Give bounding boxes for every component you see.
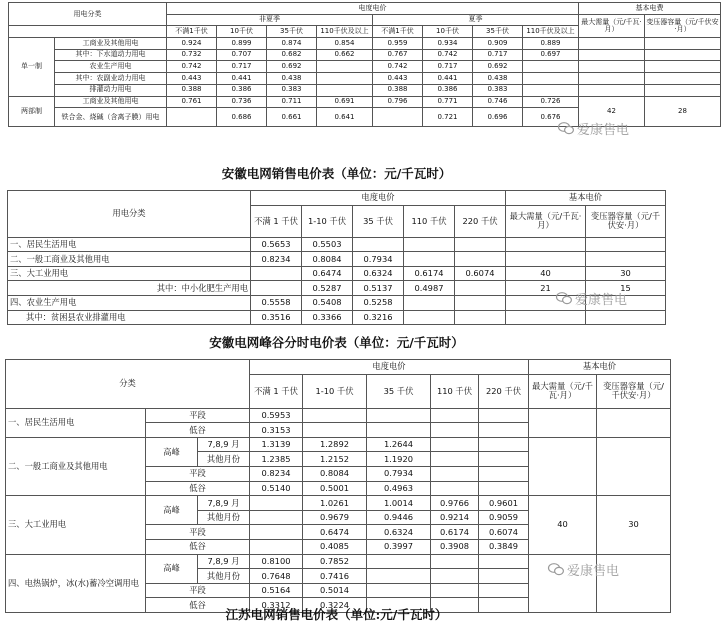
cell: 0.388 — [167, 84, 217, 96]
cell — [645, 84, 721, 96]
cell — [404, 295, 455, 310]
header-col: 不满 1 千伏 — [250, 374, 303, 408]
period-label: 高峰 — [146, 437, 198, 466]
cell — [367, 408, 431, 423]
cell — [645, 49, 721, 61]
cell — [579, 84, 645, 96]
table-row — [9, 84, 721, 96]
cell: 0.6474 — [302, 266, 353, 281]
cell: 0.7934 — [367, 466, 431, 481]
chat-bubble-icon — [556, 292, 572, 305]
cell: 0.9446 — [367, 510, 431, 525]
cell — [586, 237, 666, 252]
cell: 0.5503 — [302, 237, 353, 252]
cell — [523, 61, 579, 73]
cell — [479, 452, 529, 467]
cell: 0.388 — [373, 84, 423, 96]
cell: 0.386 — [217, 84, 267, 96]
cell — [373, 108, 423, 127]
cell — [479, 583, 529, 598]
basic-transformer: 15 — [586, 281, 666, 296]
cell — [506, 252, 586, 267]
section-label: 一、居民生活用电 — [6, 408, 146, 437]
header-col: 10千伏 — [423, 26, 473, 38]
cell: 1.0261 — [303, 496, 367, 511]
cell — [167, 108, 217, 127]
cell — [250, 539, 303, 554]
cell — [251, 266, 302, 281]
cell: 1.2385 — [250, 452, 303, 467]
cell — [479, 569, 529, 584]
cell — [523, 84, 579, 96]
watermark-text: 爱康售电 — [575, 293, 628, 308]
table-row — [6, 496, 671, 511]
cell: 0.717 — [473, 49, 523, 61]
cell: 0.641 — [317, 108, 373, 127]
cell: 0.3312 — [250, 598, 303, 613]
cell — [404, 310, 455, 325]
cell: 0.717 — [217, 61, 267, 73]
cell — [404, 252, 455, 267]
cell: 0.682 — [267, 49, 317, 61]
cell — [367, 554, 431, 569]
cell — [579, 49, 645, 61]
table-row — [8, 310, 666, 325]
cell — [529, 437, 597, 495]
basic-max-demand: 42 — [579, 96, 645, 127]
cell: 0.742 — [373, 61, 423, 73]
cell: 0.5258 — [353, 295, 404, 310]
cell: 0.6174 — [431, 525, 479, 540]
row-label: 铁合金、烧碱（含离子膜）用电 — [55, 108, 167, 127]
cell: 0.771 — [423, 96, 473, 108]
section-label: 二、一般工商业及其他用电 — [6, 437, 146, 495]
cell: 1.1920 — [367, 452, 431, 467]
header-basic-price: 基本电价 — [529, 360, 671, 375]
watermark — [558, 119, 629, 138]
cell — [431, 408, 479, 423]
basic-max-demand: 21 — [506, 281, 586, 296]
header-col: 35 千伏 — [353, 205, 404, 237]
cell: 0.3224 — [303, 598, 367, 613]
cell — [251, 281, 302, 296]
cell: 0.909 — [473, 38, 523, 50]
cell: 0.761 — [167, 96, 217, 108]
month-label: 7,8,9 月 — [198, 554, 250, 569]
header-blank — [9, 26, 167, 38]
cell: 1.2892 — [303, 437, 367, 452]
cell — [455, 252, 506, 267]
cell: 0.7852 — [303, 554, 367, 569]
month-label: 其他月份 — [198, 569, 250, 584]
cell: 0.874 — [267, 38, 317, 50]
cell: 0.692 — [267, 61, 317, 73]
cell — [455, 237, 506, 252]
cell — [479, 437, 529, 452]
table-row — [9, 61, 721, 73]
cell: 0.8234 — [250, 466, 303, 481]
cell: 0.9059 — [479, 510, 529, 525]
cell: 0.934 — [423, 38, 473, 50]
section-label: 四、电热锅炉，冰(水)蓄冷空调用电 — [6, 554, 146, 612]
cell: 0.3153 — [250, 423, 303, 438]
table-caption: 安徽电网峰谷分时电价表（单位：元/千瓦时） — [209, 335, 464, 350]
cell: 0.6324 — [353, 266, 404, 281]
cell — [529, 408, 597, 437]
cell: 0.443 — [373, 73, 423, 85]
cell: 0.707 — [217, 49, 267, 61]
cell: 0.662 — [317, 49, 373, 61]
cell — [479, 408, 529, 423]
header-col: 110 千伏 — [431, 374, 479, 408]
month-label: 其他月份 — [198, 452, 250, 467]
cell — [479, 466, 529, 481]
header-summer: 夏季 — [373, 14, 579, 26]
cell: 0.696 — [473, 108, 523, 127]
table-row — [8, 237, 666, 252]
cell: 0.441 — [217, 73, 267, 85]
header-energy-price: 电度电价 — [251, 191, 506, 206]
row-label: 其中：中小化肥生产用电 — [8, 281, 251, 296]
month-label: 7,8,9 月 — [198, 437, 250, 452]
cell: 0.691 — [317, 96, 373, 108]
cell — [523, 73, 579, 85]
cell: 0.899 — [217, 38, 267, 50]
header-transformer-capacity: 变压器容量（元/千伏安·月） — [597, 374, 671, 408]
cell — [317, 61, 373, 73]
row-label: 其中：下水道动力用电 — [55, 49, 167, 61]
basic-max-demand: 40 — [529, 496, 597, 554]
cell — [597, 408, 671, 437]
header-col: 10千伏 — [217, 26, 267, 38]
cell: 0.924 — [167, 38, 217, 50]
cell: 0.959 — [373, 38, 423, 50]
basic-transformer: 30 — [597, 496, 671, 554]
row-label: 排灌动力用电 — [55, 84, 167, 96]
cell: 0.443 — [167, 73, 217, 85]
cell: 1.2644 — [367, 437, 431, 452]
period-label: 平段 — [146, 466, 250, 481]
period-label: 低谷 — [146, 423, 250, 438]
header-col: 110千伏及以上 — [523, 26, 579, 38]
cell: 0.3516 — [251, 310, 302, 325]
table-row — [9, 38, 721, 50]
cell — [455, 281, 506, 296]
cell: 0.438 — [473, 73, 523, 85]
cell — [506, 310, 586, 325]
row-label: 其中：农副业动力用电 — [55, 73, 167, 85]
cell: 0.3849 — [479, 539, 529, 554]
header-col: 35千伏 — [267, 26, 317, 38]
header-max-demand: 最大需量（元/千瓦·月） — [579, 14, 645, 37]
table-caption: 江苏电网销售电价表（单位:元/千瓦时） — [225, 607, 448, 622]
header-basic-price: 基本电价 — [506, 191, 666, 206]
cell: 0.5953 — [250, 408, 303, 423]
cell — [579, 73, 645, 85]
basic-transformer: 28 — [645, 96, 721, 127]
cell: 0.6324 — [367, 525, 431, 540]
cell: 0.5558 — [251, 295, 302, 310]
cell: 0.441 — [423, 73, 473, 85]
header-col: 35 千伏 — [367, 374, 431, 408]
row-label: 二、一般工商业及其他用电 — [8, 252, 251, 267]
table-row — [8, 252, 666, 267]
watermark-text: 爱康售电 — [567, 564, 620, 579]
cell: 0.7934 — [353, 252, 404, 267]
header-transformer-capacity: 变压器容量（元/千伏安·月） — [586, 205, 666, 237]
cell: 0.5408 — [302, 295, 353, 310]
cell: 0.9679 — [303, 510, 367, 525]
cell: 0.746 — [473, 96, 523, 108]
section-label: 三、大工业用电 — [6, 496, 146, 554]
cell: 0.7648 — [250, 569, 303, 584]
cell: 0.742 — [423, 49, 473, 61]
cell: 1.3139 — [250, 437, 303, 452]
cell: 0.5140 — [250, 481, 303, 496]
period-label: 高峰 — [146, 554, 198, 583]
cell: 0.6074 — [455, 266, 506, 281]
cell: 0.9214 — [431, 510, 479, 525]
table-caption: 安徽电网销售电价表（单位：元/千瓦时） — [221, 166, 452, 181]
cell: 0.386 — [423, 84, 473, 96]
row-label: 工商业及其他用电 — [55, 38, 167, 50]
cell: 0.697 — [523, 49, 579, 61]
cell — [431, 481, 479, 496]
cell: 0.711 — [267, 96, 317, 108]
row-label: 农业生产用电 — [55, 61, 167, 73]
cell: 0.6474 — [303, 525, 367, 540]
cell — [317, 73, 373, 85]
header-col: 不满1千伏 — [373, 26, 423, 38]
cell: 0.8100 — [250, 554, 303, 569]
cell — [367, 423, 431, 438]
month-label: 其他月份 — [198, 510, 250, 525]
cell — [303, 408, 367, 423]
cell — [250, 525, 303, 540]
cell: 0.686 — [217, 108, 267, 127]
cell — [431, 437, 479, 452]
cell — [367, 569, 431, 584]
table-row — [8, 266, 666, 281]
cell: 0.8084 — [302, 252, 353, 267]
cell: 0.6074 — [479, 525, 529, 540]
watermark-text: 爱康售电 — [577, 123, 630, 138]
cell: 0.9766 — [431, 496, 479, 511]
table-row — [9, 96, 721, 108]
period-label: 低谷 — [146, 598, 250, 613]
cell: 0.7416 — [303, 569, 367, 584]
cell — [579, 61, 645, 73]
cell: 0.721 — [423, 108, 473, 127]
header-col: 220 千伏 — [455, 205, 506, 237]
header-col: 不满 1 千伏 — [251, 205, 302, 237]
table-row — [9, 49, 721, 61]
cell: 0.438 — [267, 73, 317, 85]
cell: 0.767 — [373, 49, 423, 61]
period-label: 低谷 — [146, 539, 250, 554]
cell: 0.4085 — [303, 539, 367, 554]
cell — [431, 466, 479, 481]
header-max-demand: 最大需量（元/千瓦·月） — [506, 205, 586, 237]
cell — [645, 61, 721, 73]
chat-bubble-icon — [548, 563, 564, 576]
period-label: 低谷 — [146, 481, 250, 496]
header-non-summer: 非夏季 — [167, 14, 373, 26]
cell: 0.692 — [473, 61, 523, 73]
table-row — [6, 437, 671, 452]
cell: 0.717 — [423, 61, 473, 73]
header-energy-price: 电度电价 — [167, 3, 579, 15]
header-col: 35千伏 — [473, 26, 523, 38]
row-label: 工商业及其他用电 — [55, 96, 167, 108]
cell: 0.9601 — [479, 496, 529, 511]
cell — [250, 496, 303, 511]
cell — [455, 295, 506, 310]
header-transformer-capacity: 变压器容量（元/千伏安·月） — [645, 14, 721, 37]
header-category: 用电分类 — [8, 191, 251, 238]
cell: 0.3997 — [367, 539, 431, 554]
anhui-sales-price-table — [8, 2, 721, 127]
cell: 0.5137 — [353, 281, 404, 296]
cell: 0.732 — [167, 49, 217, 61]
cell: 0.4987 — [404, 281, 455, 296]
watermark — [548, 560, 619, 579]
cell — [586, 252, 666, 267]
cell — [431, 569, 479, 584]
table-row — [9, 73, 721, 85]
cell — [431, 423, 479, 438]
cell — [431, 583, 479, 598]
cell: 0.8084 — [303, 466, 367, 481]
cell: 0.383 — [473, 84, 523, 96]
cell: 0.796 — [373, 96, 423, 108]
cell: 0.676 — [523, 108, 579, 127]
cell: 0.889 — [523, 38, 579, 50]
cell: 0.5164 — [250, 583, 303, 598]
cell — [645, 73, 721, 85]
cell — [404, 237, 455, 252]
cell: 0.3908 — [431, 539, 479, 554]
cell: 0.5287 — [302, 281, 353, 296]
chat-bubble-icon — [558, 122, 574, 135]
cell: 0.5014 — [303, 583, 367, 598]
period-label: 高峰 — [146, 496, 198, 525]
header-col: 110 千伏 — [404, 205, 455, 237]
cell — [431, 554, 479, 569]
cell — [367, 583, 431, 598]
group-label: 单一制 — [9, 38, 55, 96]
cell — [250, 510, 303, 525]
cell: 0.3216 — [353, 310, 404, 325]
row-label: 四、农业生产用电 — [8, 295, 251, 310]
header-category: 用电分类 — [9, 3, 167, 26]
cell: 1.0014 — [367, 496, 431, 511]
cell: 0.3366 — [302, 310, 353, 325]
period-label: 平段 — [146, 583, 250, 598]
header-col: 1-10 千伏 — [302, 205, 353, 237]
cell: 0.383 — [267, 84, 317, 96]
header-energy-price: 电度电价 — [250, 360, 529, 375]
cell: 1.2152 — [303, 452, 367, 467]
header-col: 110千伏及以上 — [317, 26, 373, 38]
header-col: 不满1千伏 — [167, 26, 217, 38]
cell: 0.4963 — [367, 481, 431, 496]
cell: 0.5001 — [303, 481, 367, 496]
period-label: 平段 — [146, 525, 250, 540]
watermark — [556, 289, 627, 308]
cell — [303, 423, 367, 438]
cell — [479, 423, 529, 438]
header-max-demand: 最大需量（元/千瓦·月） — [529, 374, 597, 408]
row-label: 其中：贫困县农业排灌用电 — [8, 310, 251, 325]
basic-transformer: 30 — [586, 266, 666, 281]
cell — [586, 310, 666, 325]
table-row — [6, 408, 671, 423]
cell: 0.726 — [523, 96, 579, 108]
cell — [317, 84, 373, 96]
header-basic-fee: 基本电费 — [579, 3, 721, 15]
cell: 0.854 — [317, 38, 373, 50]
row-label: 三、大工业用电 — [8, 266, 251, 281]
cell: 0.6174 — [404, 266, 455, 281]
cell — [479, 554, 529, 569]
cell: 0.8234 — [251, 252, 302, 267]
cell: 0.661 — [267, 108, 317, 127]
cell — [479, 481, 529, 496]
cell: 0.736 — [217, 96, 267, 108]
basic-max-demand: 40 — [506, 266, 586, 281]
cell — [597, 437, 671, 495]
cell — [353, 237, 404, 252]
month-label: 7,8,9 月 — [198, 496, 250, 511]
cell — [455, 310, 506, 325]
group-label: 两部制 — [9, 96, 55, 127]
row-label: 一、居民生活用电 — [8, 237, 251, 252]
cell — [645, 38, 721, 50]
cell: 0.742 — [167, 61, 217, 73]
cell: 0.5653 — [251, 237, 302, 252]
header-category: 分类 — [6, 360, 250, 409]
header-col: 220 千伏 — [479, 374, 529, 408]
cell — [579, 38, 645, 50]
cell — [506, 237, 586, 252]
period-label: 平段 — [146, 408, 250, 423]
header-col: 1-10 千伏 — [303, 374, 367, 408]
cell — [431, 452, 479, 467]
